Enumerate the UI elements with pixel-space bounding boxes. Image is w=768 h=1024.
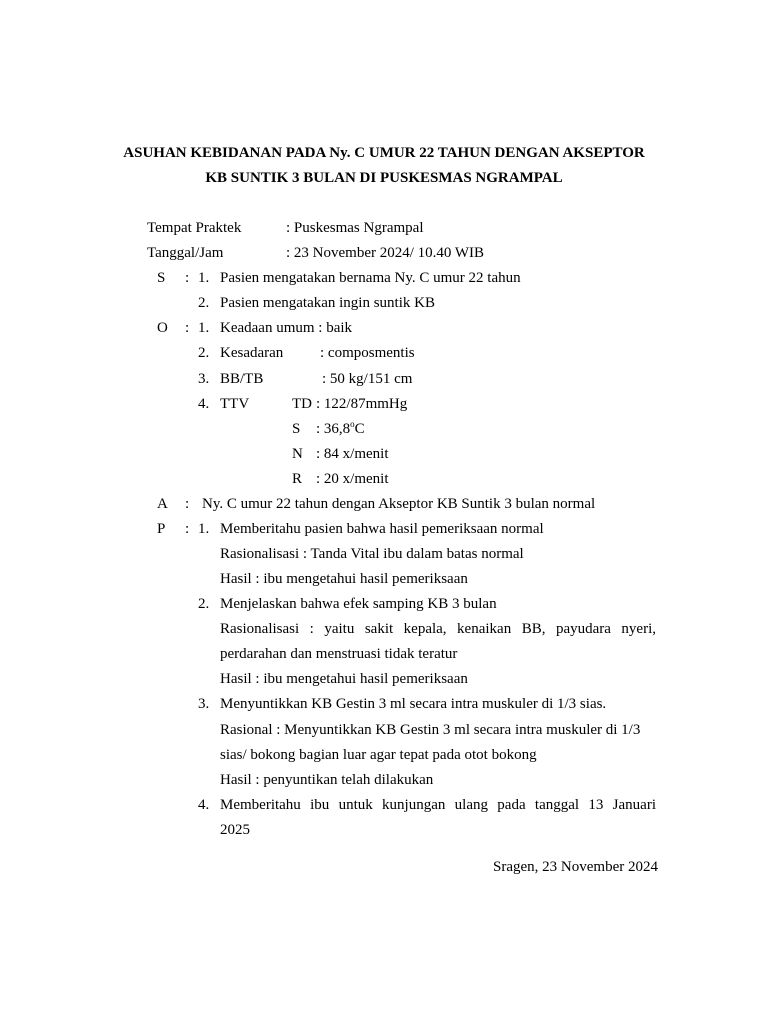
p-item-4-text-line-2: 2025 (220, 822, 250, 838)
signature-place-date: Sragen, 23 November 2024 (493, 859, 658, 875)
o-item-3-value: : 50 kg/151 cm (322, 371, 413, 387)
p-item-3-rational-line-2: sias/ bokong bagian luar agar tepat pada otot bokong (220, 747, 537, 763)
section-p-colon: : (185, 521, 190, 537)
vital-r-key: R (292, 471, 303, 487)
vital-s-degree: o (350, 419, 355, 429)
section-s-colon: : (185, 270, 190, 286)
p-item-3-result: Hasil : penyuntikan telah dilakukan (220, 772, 434, 788)
s-item-1-number: 1. (198, 270, 210, 286)
section-a-text: Ny. C umur 22 tahun dengan Akseptor KB Suntik 3 bulan normal (202, 496, 596, 512)
o-item-2-number: 2. (198, 345, 210, 361)
p-item-1-rational: Rasionalisasi : Tanda Vital ibu dalam batas normal (220, 546, 524, 562)
place-label: Tempat Praktek (147, 220, 242, 236)
s-item-1-text: Pasien mengatakan bernama Ny. C umur 22 tahun (220, 270, 521, 286)
p-item-1-result: Hasil : ibu mengetahui hasil pemeriksaan (220, 571, 468, 587)
section-a-label: A (157, 496, 168, 512)
p-item-4-number: 4. (198, 797, 210, 813)
o-item-1-text: Keadaan umum : baik (220, 320, 353, 336)
o-item-3-text: BB/TB (220, 371, 264, 387)
date-value: : 23 November 2024/ 10.40 WIB (286, 245, 485, 261)
document-title-line-1: ASUHAN KEBIDANAN PADA Ny. C UMUR 22 TAHUN DENGAN AKSEPTOR (123, 145, 645, 161)
o-item-4-number: 4. (198, 396, 210, 412)
p-item-3-number: 3. (198, 696, 210, 712)
vital-s-key: S (292, 421, 301, 437)
section-a-colon: : (185, 496, 190, 512)
vital-r-value: : 20 x/menit (316, 471, 389, 487)
o-item-3-number: 3. (198, 371, 210, 387)
o-item-4-text: TTV (220, 396, 250, 412)
p-item-2-result: Hasil : ibu mengetahui hasil pemeriksaan (220, 671, 468, 687)
date-label: Tanggal/Jam (147, 245, 224, 261)
o-item-2-value: : composmentis (320, 345, 415, 361)
o-item-2-text: Kesadaran (220, 345, 284, 361)
p-item-2-number: 2. (198, 596, 210, 612)
section-s-label: S (157, 270, 166, 286)
vital-s-number: : 36,8 (316, 421, 351, 437)
vital-n-key: N (292, 446, 303, 462)
p-item-3-text: Menyuntikkan KB Gestin 3 ml secara intra muskuler di 1/3 sias. (220, 696, 607, 712)
vital-s-value (316, 420, 365, 438)
s-item-2-text: Pasien mengatakan ingin suntik KB (220, 295, 435, 311)
section-o-label: O (157, 320, 168, 336)
place-value: : Puskesmas Ngrampal (286, 220, 424, 236)
s-item-2-number: 2. (198, 295, 210, 311)
p-item-2-rational-line-2: perdarahan dan menstruasi tidak teratur (220, 646, 458, 662)
document-title-line-2: KB SUNTIK 3 BULAN DI PUSKESMAS NGRAMPAL (205, 170, 563, 186)
p-item-2-text: Menjelaskan bahwa efek samping KB 3 bulan (220, 596, 497, 612)
section-p-label: P (157, 521, 166, 537)
vital-s-unit: C (354, 421, 365, 437)
p-item-2-rational-line-1: Rasionalisasi : yaitu sakit kepala, kenaikan BB, payudara nyeri, (220, 621, 656, 637)
section-o-colon: : (185, 320, 190, 336)
vital-td-value: : 122/87mmHg (316, 396, 408, 412)
o-item-1-number: 1. (198, 320, 210, 336)
p-item-1-number: 1. (198, 521, 210, 537)
p-item-3-rational-line-1: Rasional : Menyuntikkan KB Gestin 3 ml secara intra muskuler di 1/3 (220, 722, 641, 738)
vital-td-key: TD (292, 396, 312, 412)
p-item-4-text-line-1: Memberitahu ibu untuk kunjungan ulang pada tanggal 13 Januari (220, 797, 656, 813)
vital-n-value: : 84 x/menit (316, 446, 389, 462)
p-item-1-text: Memberitahu pasien bahwa hasil pemeriksaan normal (220, 521, 544, 537)
